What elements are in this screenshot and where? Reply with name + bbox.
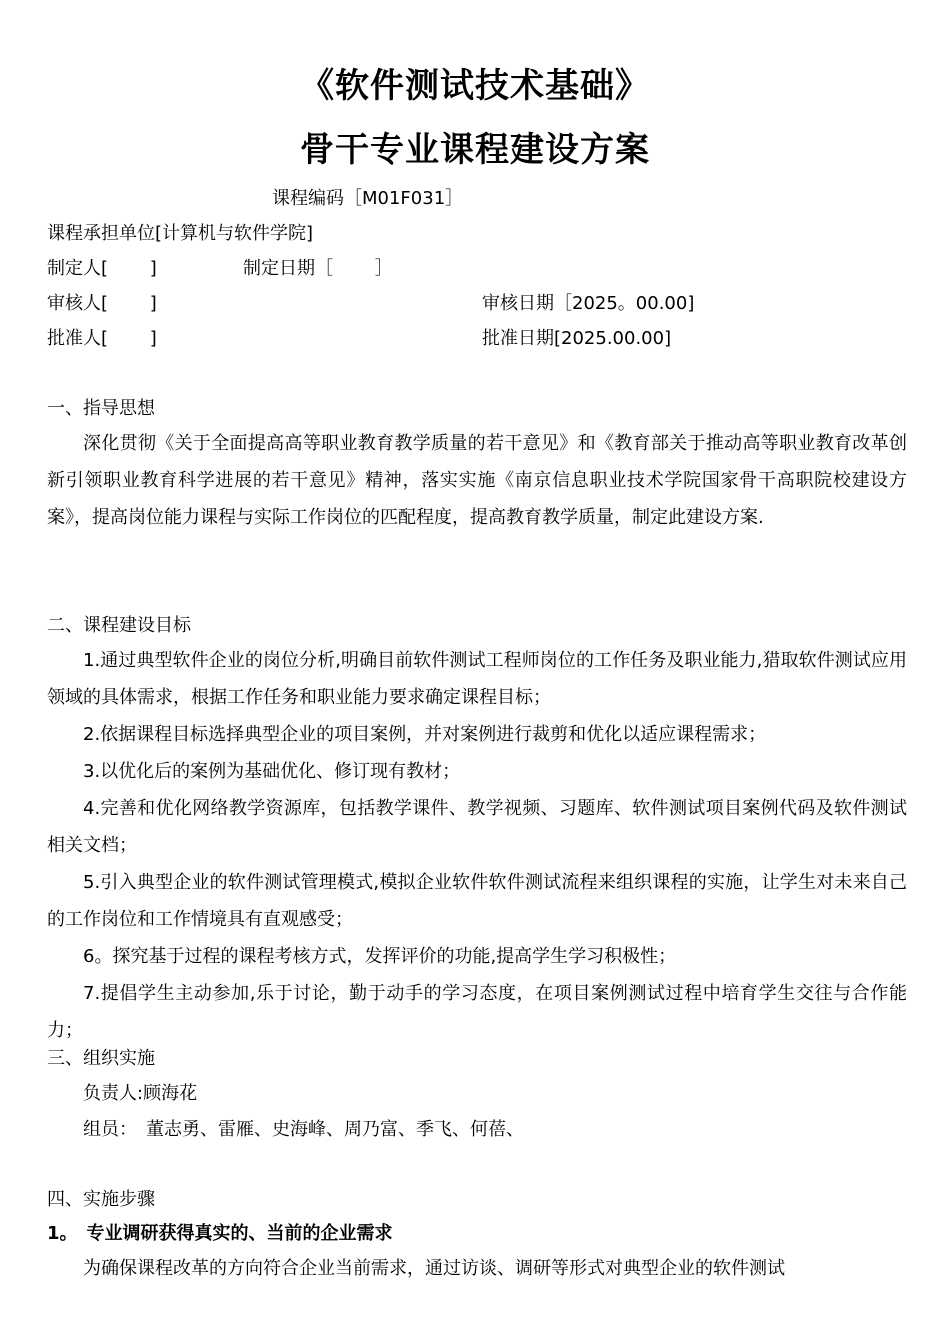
maker-field: 制定人[ ] [47,258,157,279]
section1-heading: 一、指导思想 [47,398,155,419]
approver-field: 批准人[ ] [47,328,157,349]
course-code: 课程编码［M01F031］ [272,188,464,209]
section3-heading: 三、组织实施 [47,1048,155,1069]
project-leader: 负责人:顾海花 [83,1083,198,1104]
goal-item-3: 3.以优化后的案例为基础优化、修订现有教材； [83,761,461,782]
goal-item-4: 4.完善和优化网络教学资源库，包括教学课件、教学视频、习题库、软件测试项目案例代码及软件测试相关文档； [47,798,907,856]
section2-heading: 二、课程建设目标 [47,615,191,636]
review-date-field: 审核日期［2025。00.00] [482,293,695,314]
team-members: 组员： 董志勇、雷雁、史海峰、周乃富、季飞、何蓓、 [83,1119,524,1140]
course-unit: 课程承担单位[计算机与软件学院] [47,223,314,244]
make-date-field: 制定日期［ ］ [243,258,393,279]
approve-date-field: 批准日期[2025.00.00] [482,328,672,349]
reviewer-field: 审核人[ ] [47,293,157,314]
goal-item-6: 6。探究基于过程的课程考核方式，发挥评价的功能,提高学生学习积极性； [83,946,677,967]
doc-title-line2: 骨干专业课程建设方案 [300,130,650,170]
goal-item-2: 2.依据课程目标选择典型企业的项目案例，并对案例进行裁剪和优化以适应课程需求； [83,724,767,745]
doc-title-line1: 《软件测试技术基础》 [300,66,650,106]
step1-body: 为确保课程改革的方向符合企业当前需求，通过访谈、调研等形式对典型企业的软件测试 [83,1258,785,1279]
section1-body: 深化贯彻《关于全面提高高等职业教育教学质量的若干意见》和《教育部关于推动高等职业教育改革创新引领职业教育科学进展的若干意见》精神，落实实施《南京信息职业技术学院国家骨干高职院校建设方案》，提高岗位能力课程与实际工作岗位的匹配程度，提高教育教学质量，制定此建设方案. [47,433,907,528]
step1-title: 1。 专业调研获得真实的、当前的企业需求 [47,1223,393,1244]
goal-item-5: 5.引入典型企业的软件测试管理模式,模拟企业软件软件测试流程来组织课程的实施，让学生对未来自己的工作岗位和工作情境具有直观感受； [47,872,907,930]
goal-item-1: 1.通过典型软件企业的岗位分析,明确目前软件测试工程师岗位的工作任务及职业能力,猎取软件测试应用领域的具体需求，根据工作任务和职业能力要求确定课程目标； [47,650,907,708]
section4-heading: 四、实施步骤 [47,1189,155,1210]
goal-item-7: 7.提倡学生主动参加,乐于讨论，勤于动手的学习态度，在项目案例测试过程中培育学生交往与合作能力； [47,983,907,1041]
